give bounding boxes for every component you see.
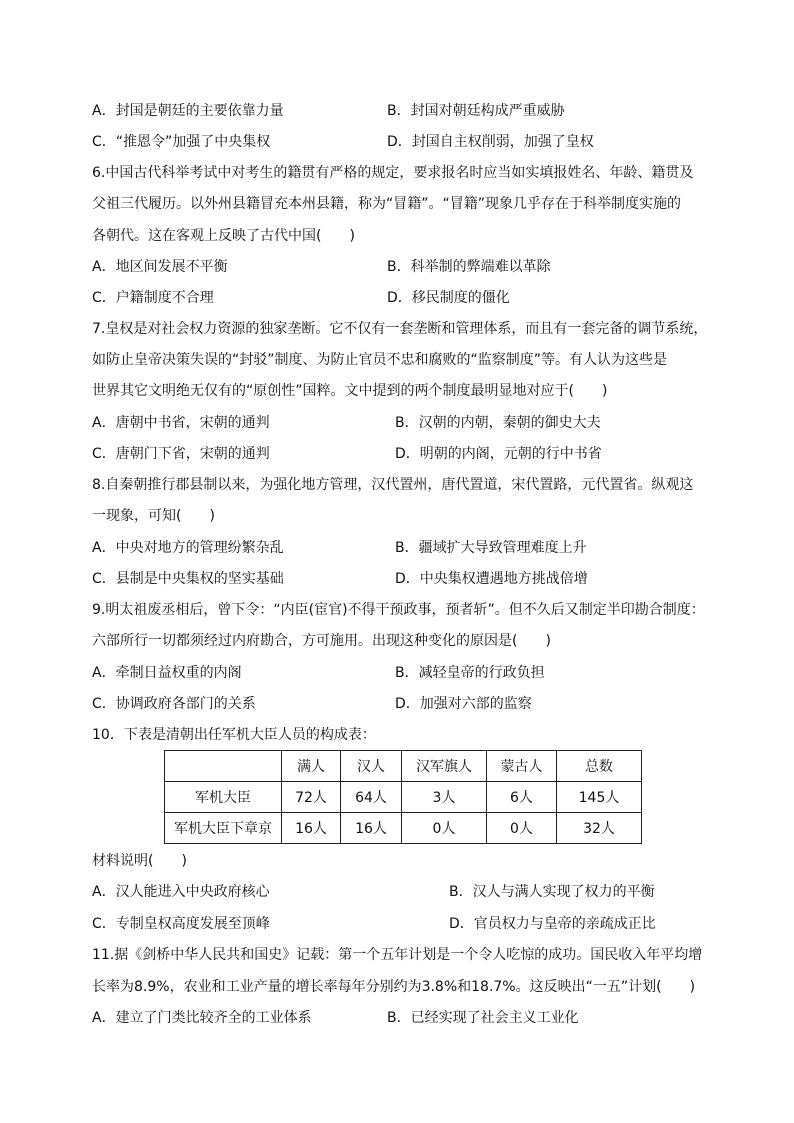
q9-option-b: B．减轻皇帝的行政负担 <box>395 665 545 681</box>
table-cell: 0人 <box>487 813 557 844</box>
q10-option-a: A．汉人能进入中央政府核心 <box>92 884 270 900</box>
q9-option-d: D．加强对六部的监察 <box>395 696 532 712</box>
q8-option-c: C．县制是中央集权的坚实基础 <box>92 571 284 587</box>
table-cell: 军机大臣 <box>165 782 282 813</box>
q8-option-a: A．中央对地方的管理纷繁杂乱 <box>92 540 284 556</box>
q7-option-d: D．明朝的内阁，元朝的行中书省 <box>395 446 602 462</box>
table-cell: 145人 <box>557 782 642 813</box>
table-row <box>165 782 642 813</box>
q10-table <box>164 750 642 844</box>
q10-option-c: C．专制皇权高度发展至顶峰 <box>92 916 270 932</box>
q8-stem-line-2: 一现象，可知( ) <box>92 508 215 524</box>
q8-option-d: D．中央集权遭遇地方挑战倍增 <box>395 571 588 587</box>
q11-option-b: B．已经实现了社会主义工业化 <box>387 1010 579 1026</box>
q7-option-c: C．唐朝门下省，宋朝的通判 <box>92 446 270 462</box>
q6-option-d: D．移民制度的僵化 <box>387 290 510 306</box>
table-cell: 0人 <box>402 813 487 844</box>
table-cell: 军机大臣下章京 <box>165 813 282 844</box>
q9-option-a: A．牵制日益权重的内阁 <box>92 665 242 681</box>
q10-option-d: D．官员权力与皇帝的亲疏成正比 <box>449 916 656 932</box>
table-header-cell: 总数 <box>557 751 642 782</box>
q10-intro: 10．下表是清朝出任军机大臣人员的构成表： <box>92 727 376 743</box>
table-cell: 6人 <box>487 782 557 813</box>
q6-option-b: B．科举制的弊端难以革除 <box>387 259 551 275</box>
q6-stem-line-1: 6.中国古代科举考试中对考生的籍贯有严格的规定，要求报名时应当如实填报姓名、年龄、籍贯及 <box>92 165 694 181</box>
q9-option-c: C．协调政府各部门的关系 <box>92 696 256 712</box>
q6-stem-line-2: 父祖三代履历。以外州县籍冒充本州县籍，称为“冒籍”。“冒籍”现象几乎存在于科举制度实施的 <box>92 196 682 212</box>
q6-option-a: A．地区间发展不平衡 <box>92 259 228 275</box>
q8-stem-line-1: 8.自秦朝推行郡县制以来，为强化地方管理，汉代置州，唐代置道，宋代置路，元代置省。纵观这 <box>92 477 694 493</box>
table-cell: 16人 <box>282 813 341 844</box>
q10-question: 材料说明( ) <box>92 853 187 869</box>
table-header-cell: 汉人 <box>341 751 402 782</box>
q5-option-a: A．封国是朝廷的主要依靠力量 <box>92 103 284 119</box>
table-cell: 3人 <box>402 782 487 813</box>
q11-stem-line-1: 11.据《剑桥中华人民共和国史》记载：第一个五年计划是一个令人吃惊的成功。国民收入年平均增 <box>92 947 703 963</box>
q10-option-b: B．汉人与满人实现了权力的平衡 <box>449 884 655 900</box>
q7-option-a: A．唐朝中书省，宋朝的通判 <box>92 415 270 431</box>
q7-stem-line-1: 7.皇权是对社会权力资源的独家垄断。它不仅有一套垄断和管理体系，而且有一套完备的调节系统， <box>92 321 708 337</box>
q7-stem-line-3: 世界其它文明绝无仅有的“原创性”国粹。文中提到的两个制度最明显地对应于( ) <box>92 383 608 399</box>
q6-stem-line-3: 各朝代。这在客观上反映了古代中国( ) <box>92 228 355 244</box>
q9-stem-line-2: 六部所行一切都须经过内府勘合，方可施用。出现这种变化的原因是( ) <box>92 633 551 649</box>
q7-stem-line-2: 如防止皇帝决策失误的“封驳”制度、为防止官员不忠和腐败的“监察制度”等。有人认为这些是 <box>92 352 668 368</box>
table-cell: 72人 <box>282 782 341 813</box>
q8-option-b: B．疆域扩大导致管理难度上升 <box>395 540 587 556</box>
q6-option-c: C．户籍制度不合理 <box>92 290 214 306</box>
table-header-cell: 汉军旗人 <box>402 751 487 782</box>
table-header-cell <box>165 751 282 782</box>
q11-stem-line-2: 长率为8.9%，农业和工业产量的增长率每年分别约为3.8%和18.7%。这反映出“一五”计划( ) <box>92 979 696 995</box>
table-cell: 32人 <box>557 813 642 844</box>
q9-stem-line-1: 9.明太祖废丞相后，曾下令：“内臣(宦官)不得干预政事，预者斩”。但不久后又制定半印勘合制度： <box>92 602 705 618</box>
table-row <box>165 813 642 844</box>
q5-option-c: C．“推恩令”加强了中央集权 <box>92 134 271 150</box>
table-cell: 64人 <box>341 782 402 813</box>
table-header-cell: 满人 <box>282 751 341 782</box>
table-header-cell: 蒙古人 <box>487 751 557 782</box>
q11-option-a: A．建立了门类比较齐全的工业体系 <box>92 1010 312 1026</box>
q5-option-d: D．封国自主权削弱，加强了皇权 <box>387 134 594 150</box>
table-cell: 16人 <box>341 813 402 844</box>
q5-option-b: B．封国对朝廷构成严重威胁 <box>387 103 565 119</box>
table-header-row <box>165 751 642 782</box>
q7-option-b: B．汉朝的内朝，秦朝的御史大夫 <box>395 415 601 431</box>
